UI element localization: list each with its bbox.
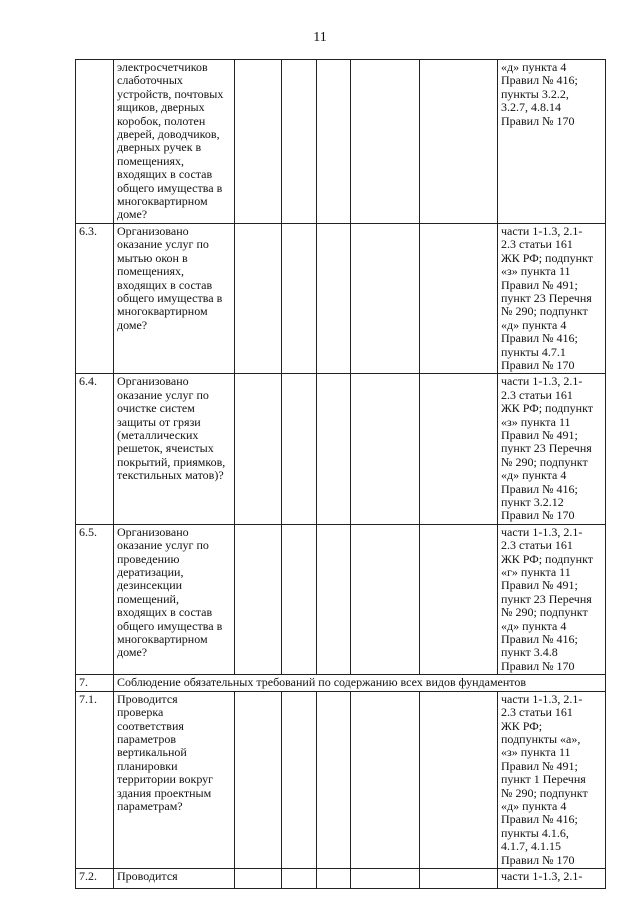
answer-cell [282,524,317,674]
text-line: «д» пункта 4 [501,60,567,74]
text-line: территории вокруг [117,772,214,787]
answer-cell [420,223,498,373]
text-line: Правил № 491; [501,758,578,773]
text-line: помещениях, [117,153,185,168]
page-number: 11 [313,30,327,45]
answer-cell [420,868,498,888]
text-line: Правил № 170 [501,852,575,867]
text-line: части 1-1.3, 2.1- [501,374,583,389]
text-line: общего имущества в [117,180,223,195]
question-cell [114,374,235,524]
item-number: 7.2. [76,868,114,888]
text-line: (металлических [117,427,199,442]
item-number [76,60,114,224]
text-line: устройств, почтовых [117,86,224,101]
question-cell [114,868,235,888]
text-line: 2.3 статьи 161 [501,237,573,252]
item-number: 7.1. [76,691,114,868]
answer-cell [282,374,317,524]
text-line: 2.3 статьи 161 [501,387,573,402]
text-line: Организовано [117,524,189,539]
answer-cell [235,868,282,888]
answer-cell [317,223,351,373]
legal-reference-cell [498,524,606,674]
text-line: мытью окон в [117,250,188,265]
legal-reference-cell [498,60,606,224]
text-line: общего имущества в [117,290,223,305]
text-line: ЖК РФ; [501,718,543,733]
answer-cell [317,60,351,224]
answer-cell [420,524,498,674]
text-line: «д» пункта 4 [501,798,567,813]
text-line: Правил № 416; [501,632,578,647]
text-line: № 290; подпункт [501,304,588,319]
text-line: соответствия [117,718,184,733]
answer-cell [351,223,420,373]
text-line: ЖК РФ; подпункт [501,551,593,566]
text-line: пункты 4.7.1 [501,344,566,359]
text-line: «з» пункта 11 [501,414,571,429]
text-line: проведению [117,551,180,566]
text-line: проверка [117,705,164,720]
text-line: «д» пункта 4 [501,317,567,332]
answer-cell [351,374,420,524]
table-row [76,524,606,674]
item-number: 7. [76,675,114,691]
table-row [76,374,606,524]
text-line: Правил № 170 [501,658,575,673]
text-line: общего имущества в [117,618,223,633]
text-line: Правил № 416; [501,73,578,88]
text-line: дератизации, [117,565,184,580]
table-row [76,223,606,373]
text-line: пункт 23 Перечня [501,591,592,606]
text-line: № 290; подпункт [501,454,588,469]
text-line: части 1-1.3, 2.1- [501,868,583,883]
answer-cell [317,374,351,524]
answer-cell [235,60,282,224]
legal-reference-cell [498,374,606,524]
answer-cell [282,60,317,224]
legal-reference-cell [498,223,606,373]
text-line: «д» пункта 4 [501,468,567,483]
text-line: 3.2.7, 4.8.14 [501,100,561,115]
answer-cell [235,691,282,868]
text-line: помещений, [117,591,179,606]
answer-cell [420,374,498,524]
text-line: Правил № 416; [501,331,578,346]
text-line: Правил № 416; [501,812,578,827]
text-line: слаботочных [117,73,183,88]
answer-cell [235,374,282,524]
text-line: № 290; подпункт [501,785,588,800]
text-line: пункт 3.2.12 [501,495,564,509]
answer-cell [317,868,351,888]
text-line: дезинсекции [117,578,183,593]
text-line: Правил № 416; [501,481,578,496]
text-line: пункт 23 Перечня [501,290,592,305]
answer-cell [235,524,282,674]
table-row [76,60,606,224]
answer-cell [351,524,420,674]
text-line: оказание услуг по [117,387,209,402]
text-line: дверей, доводчиков, [117,127,220,142]
text-line: входящих в состав [117,277,213,292]
text-line: планировки [117,758,178,773]
text-line: решеток, ячеистых [117,441,214,456]
answer-cell [317,524,351,674]
text-line: входящих в состав [117,167,213,182]
item-number: 6.4. [76,374,114,524]
text-line: Правил № 491; [501,427,578,442]
text-line: 2.3 статьи 161 [501,705,573,720]
text-line: Организовано [117,374,189,389]
text-line: параметров [117,731,177,746]
answer-cell [420,60,498,224]
text-line: «з» пункта 11 [501,264,571,279]
text-line: очистке систем [117,401,195,416]
table-row [76,868,606,888]
text-line: части 1-1.3, 2.1- [501,524,583,539]
text-line: параметрам? [117,798,183,813]
text-line: оказание услуг по [117,237,209,252]
answer-cell [351,868,420,888]
text-line: Проводится [117,691,178,706]
text-line: дверных ручек в [117,140,202,155]
text-line: вертикальной [117,745,187,760]
question-cell [114,691,235,868]
text-line: «з» пункта 11 [501,745,571,760]
answer-cell [351,691,420,868]
question-cell [114,524,235,674]
text-line: пункты 3.2.2, [501,86,569,101]
text-line: № 290; подпункт [501,605,588,620]
text-line: части 1-1.3, 2.1- [501,223,583,238]
text-line: пункт 23 Перечня [501,441,592,456]
answer-cell [282,868,317,888]
section-title: Соблюдение обязательных требований по содержанию всех видов фундаментов [114,675,606,691]
text-line: Правил № 170 [501,113,575,128]
text-line: многоквартирном [117,632,208,647]
answer-cell [282,691,317,868]
question-cell [114,60,235,224]
text-line: Правил № 491; [501,578,578,593]
text-line: доме? [117,317,148,332]
text-line: Правил № 491; [501,277,578,292]
text-line: Правил № 170 [501,357,575,372]
text-line: доме? [117,645,148,660]
text-line: ЖК РФ; подпункт [501,401,593,416]
answer-cell [351,60,420,224]
text-line: «д» пункта 4 [501,618,567,633]
text-line: Проводится [117,868,178,883]
text-line: ЖК РФ; подпункт [501,250,593,265]
text-line: 4.1.7, 4.1.15 [501,839,561,854]
answer-cell [282,223,317,373]
legal-reference-cell [498,868,606,888]
text-line: здания проектным [117,785,212,800]
text-line: пункты 4.1.6, [501,825,569,840]
text-line: помещениях, [117,264,185,279]
text-line: текстильных матов)? [117,468,224,483]
text-line: покрытий, приямков, [117,454,226,469]
question-cell [114,223,235,373]
text-line: оказание услуг по [117,538,209,553]
text-line: многоквартирном [117,304,208,319]
answer-cell [420,691,498,868]
table-row [76,691,606,868]
text-line: пункт 1 Перечня [501,772,586,787]
text-line: защиты от грязи [117,414,201,429]
text-line: «г» пункта 11 [501,565,571,580]
checklist-table [75,59,606,889]
text-line: подпункты «а», [501,731,581,746]
text-line: ящиков, дверных [117,100,205,115]
text-line: Правил № 170 [501,508,575,523]
text-line: коробок, полотен [117,113,206,128]
text-line: 2.3 статьи 161 [501,538,573,553]
text-line: Организовано [117,223,189,238]
text-line: электросчетчиков [117,60,208,74]
legal-reference-cell [498,691,606,868]
section-row [76,675,606,691]
item-number: 6.3. [76,223,114,373]
item-number: 6.5. [76,524,114,674]
text-line: входящих в состав [117,605,213,620]
text-line: части 1-1.3, 2.1- [501,691,583,706]
text-line: доме? [117,207,148,222]
text-line: многоквартирном [117,194,208,209]
answer-cell [235,223,282,373]
text-line: пункт 3.4.8 [501,645,558,660]
answer-cell [317,691,351,868]
